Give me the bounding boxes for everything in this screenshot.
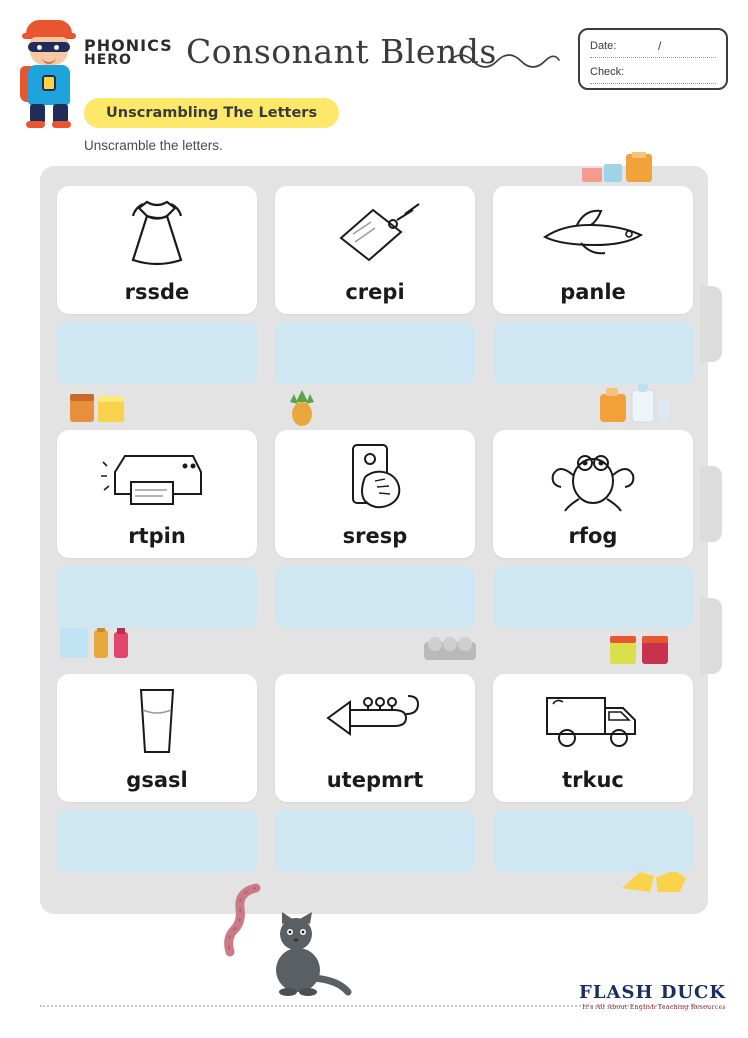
- egg-carton-deco-icon: [422, 634, 478, 667]
- exercise-item: [57, 674, 257, 872]
- flashduck-logo-sub: It's All About English Teaching Resources: [582, 1004, 726, 1011]
- activity-badge: Unscrambling The Letters: [84, 98, 339, 128]
- worksheet-board: [40, 166, 708, 914]
- check-label: Check:: [590, 66, 625, 78]
- picture-card: [57, 674, 257, 802]
- scrambled-word: rfog: [568, 524, 618, 548]
- page-title: Consonant Blends: [186, 32, 497, 71]
- picture-card: [493, 186, 693, 314]
- date-slash: /: [658, 39, 662, 53]
- picture-card: [57, 186, 257, 314]
- brand-logo: [84, 38, 184, 68]
- wave-divider-icon: [448, 52, 560, 68]
- board-tab-3: [700, 598, 722, 674]
- answer-box[interactable]: [275, 566, 475, 628]
- pineapple-deco-icon: [286, 388, 318, 431]
- exercise-item: [275, 186, 475, 384]
- date-check-box: [578, 28, 728, 90]
- glass-icon: [57, 682, 257, 760]
- check-write-line[interactable]: [590, 83, 716, 84]
- dress-icon: [57, 194, 257, 272]
- answer-box[interactable]: [493, 566, 693, 628]
- exercise-item: [493, 186, 693, 384]
- exercise-item: [275, 674, 475, 872]
- instruction-text: Unscramble the letters.: [84, 138, 223, 153]
- price-tag-icon: [275, 194, 475, 272]
- cat-deco-icon: [262, 912, 358, 1001]
- picture-card: [57, 430, 257, 558]
- answer-box[interactable]: [493, 810, 693, 872]
- flashduck-logo-main: FLASH DUCK: [579, 982, 726, 1003]
- answer-box[interactable]: [275, 322, 475, 384]
- worksheet-header: [0, 14, 748, 153]
- exercise-item: [57, 430, 257, 628]
- exercise-item: [493, 674, 693, 872]
- answer-box[interactable]: [57, 322, 257, 384]
- answer-box[interactable]: [57, 810, 257, 872]
- plane-icon: [493, 194, 693, 272]
- picture-card: [493, 674, 693, 802]
- brand-line-2: HERO: [84, 52, 132, 68]
- exercise-item: [493, 430, 693, 628]
- scrambled-word: utepmrt: [326, 768, 424, 792]
- board-tab-2: [700, 466, 722, 542]
- frog-icon: [493, 438, 693, 516]
- exercise-item: [275, 430, 475, 628]
- date-write-line[interactable]: [590, 57, 716, 58]
- scrambled-word: sresp: [342, 524, 408, 548]
- jars-deco-icon: [608, 632, 674, 671]
- answer-box[interactable]: [493, 322, 693, 384]
- date-label: Date:: [590, 40, 617, 52]
- scrambled-word: gsasl: [126, 768, 188, 792]
- press-hand-icon: [275, 438, 475, 516]
- answer-box[interactable]: [275, 810, 475, 872]
- brand-line-1: PHONICS: [84, 36, 173, 55]
- printer-icon: [57, 438, 257, 516]
- answer-box[interactable]: [57, 566, 257, 628]
- jar-cheese-deco-icon: [68, 388, 130, 429]
- picture-card: [275, 674, 475, 802]
- phonics-hero-mascot-icon: [18, 20, 80, 130]
- picture-card: [493, 430, 693, 558]
- trumpet-icon: [275, 682, 475, 760]
- scrambled-word: rssde: [124, 280, 190, 304]
- scrambled-word: trkuc: [562, 768, 624, 792]
- scrambled-word: rtpin: [128, 524, 186, 548]
- exercise-item: [57, 186, 257, 384]
- scrambled-word: panle: [560, 280, 626, 304]
- board-tab-1: [700, 286, 722, 362]
- flashduck-logo: [579, 982, 726, 1011]
- picture-card: [275, 186, 475, 314]
- scrambled-word: crepi: [345, 280, 405, 304]
- picture-card: [275, 430, 475, 558]
- truck-icon: [493, 682, 693, 760]
- juice-milk-deco-icon: [596, 382, 672, 431]
